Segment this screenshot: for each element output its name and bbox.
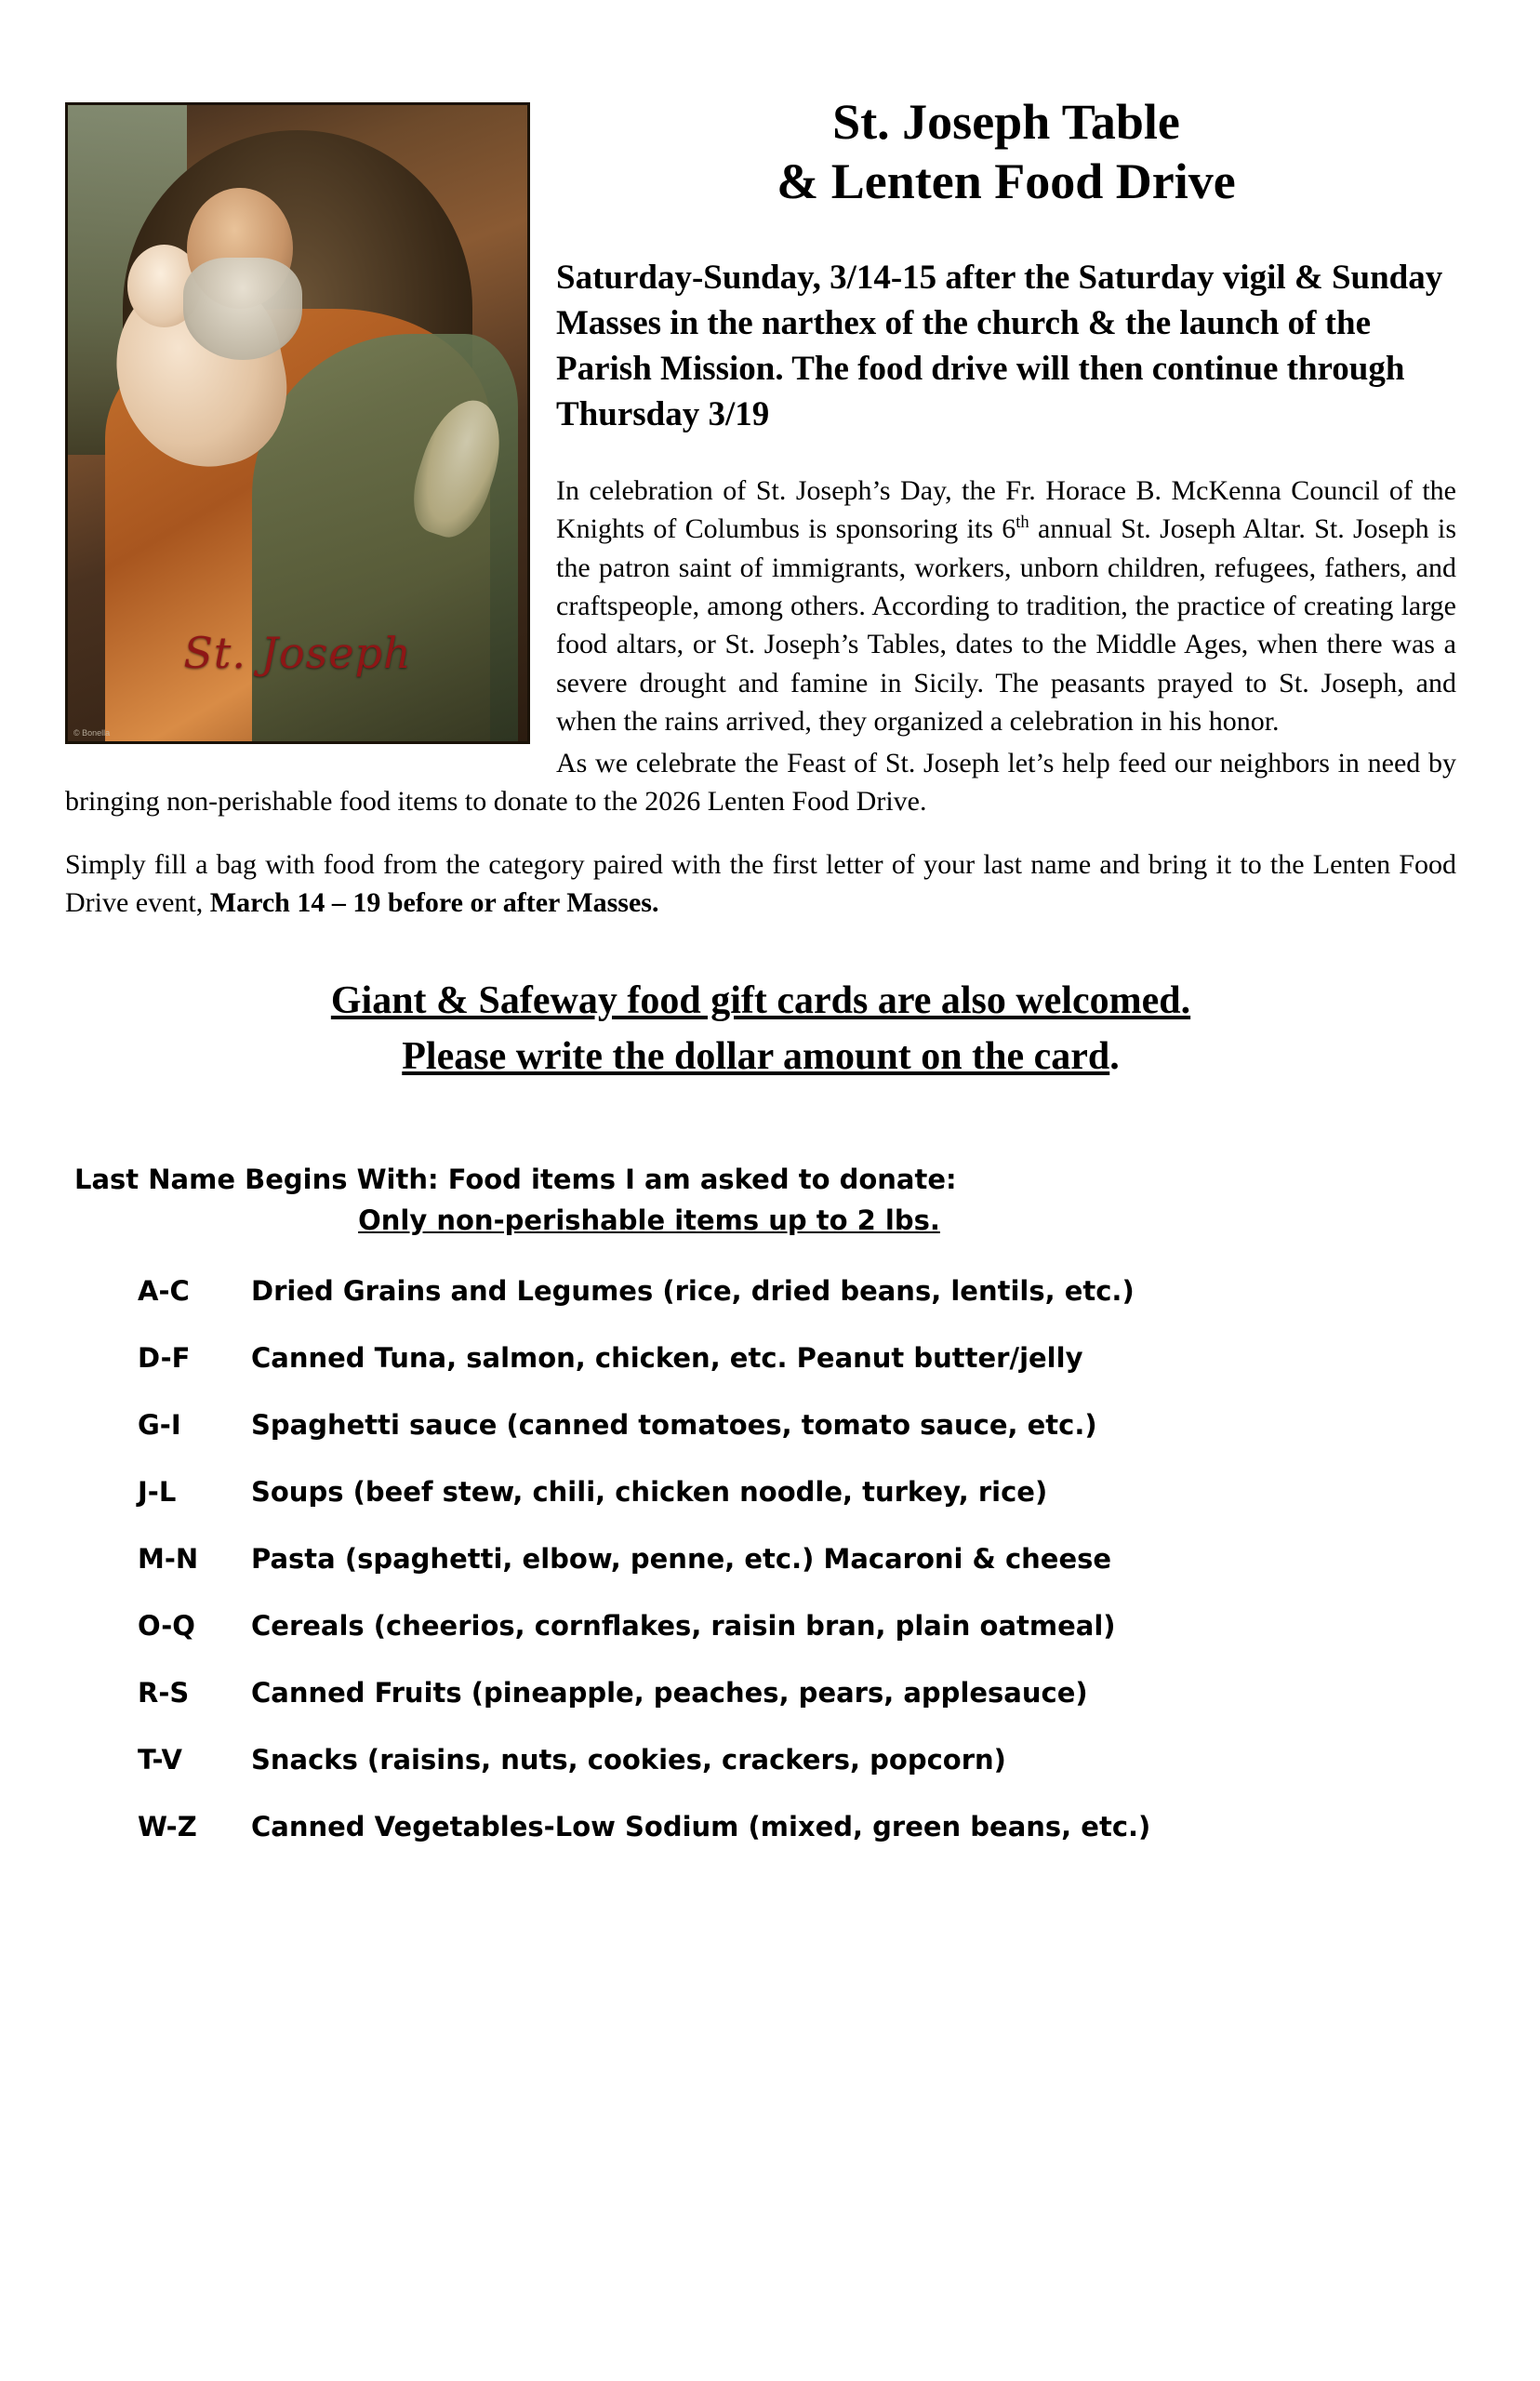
row-letters: T-V xyxy=(138,1744,182,1776)
paragraph-instructions-dates: March 14 – 19 before or after Masses. xyxy=(209,887,659,919)
paragraph-feast: As we celebrate the Feast of St. Joseph let’s help feed our neighbors in need by bringing non-perishable food items to donate to the 2026 Lenten Food Drive. xyxy=(65,748,1456,818)
row-letters: G-I xyxy=(138,1409,181,1442)
paragraph-celebration-part2: annual St. Joseph Altar. St. Joseph is the patron saint of immigrants, workers, unborn children, refugees, fathers, and craftspeople, among others. According to tradition, the practice of creating large food altars, or St. Joseph’s Tables, dates to the Middle Ages, when there was a severe drought and famine in Sicily. The peasants prayed to St. Joseph, and when the rains arrived, they organized a celebration in his honor. xyxy=(556,513,1456,738)
donation-table-heading: Last Name Begins With: Food items I am asked to donate: xyxy=(74,1164,957,1196)
image-caption: St. Joseph xyxy=(183,627,412,678)
table-row xyxy=(65,1744,1456,1776)
row-letters: J-L xyxy=(138,1476,177,1509)
row-letters: R-S xyxy=(138,1677,190,1709)
ordinal-suffix: th xyxy=(1016,512,1029,533)
row-items: Cereals (cheerios, cornflakes, raisin bran, plain oatmeal) xyxy=(251,1610,1116,1643)
table-row xyxy=(65,1409,1456,1441)
row-items: Canned Vegetables-Low Sodium (mixed, green beans, etc.) xyxy=(251,1811,1151,1843)
row-items: Snacks (raisins, nuts, cookies, crackers, popcorn) xyxy=(251,1744,1006,1776)
row-items: Canned Fruits (pineapple, peaches, pears, applesauce) xyxy=(251,1677,1088,1709)
callout-line-2-text: Please write the dollar amount on the card xyxy=(402,1035,1110,1079)
table-row xyxy=(65,1811,1456,1842)
paragraph-instructions-part1: Simply fill a bag with food from the category paired with the first letter of your last name and bring it to the Lenten Food Drive event, xyxy=(65,848,1456,919)
row-items: Dried Grains and Legumes (rice, dried beans, lentils, etc.) xyxy=(251,1275,1135,1308)
event-subtitle: Saturday-Sunday, 3/14-15 after the Saturday vigil & Sunday Masses in the narthex of the church & the launch of the Parish Mission. The food drive will then continue through Thursday 3/19 xyxy=(556,259,1443,433)
row-items: Pasta (spaghetti, elbow, penne, etc.) Macaroni & cheese xyxy=(251,1543,1112,1576)
callout-line-1-text: Giant & Safeway food gift cards are also welcomed. xyxy=(330,978,1191,1022)
row-letters: D-F xyxy=(138,1342,191,1375)
row-items: Soups (beef stew, chili, chicken noodle, turkey, rice) xyxy=(251,1476,1048,1509)
image-corner-mark: © Bonella xyxy=(73,728,111,738)
row-items: Canned Tuna, salmon, chicken, etc. Peanut butter/jelly xyxy=(251,1342,1083,1375)
paragraph-celebration-part1: In celebration of St. Joseph’s Day, the Fr. Horace B. McKenna Council of the Knights of Columbus is sponsoring its 6 xyxy=(556,474,1456,545)
donation-table-subheading: Only non-perishable items up to 2 lbs. xyxy=(358,1204,940,1237)
row-letters: A-C xyxy=(138,1275,190,1308)
title-line-1: St. Joseph Table xyxy=(832,94,1180,150)
table-row xyxy=(65,1677,1456,1709)
paragraph-instructions xyxy=(65,845,1456,923)
image-saint-beard xyxy=(183,258,302,359)
table-row xyxy=(65,1543,1456,1575)
donation-list xyxy=(65,1275,1456,1842)
callout-line-2-period: . xyxy=(1109,1035,1120,1079)
image-mantle xyxy=(252,334,519,741)
st-joseph-image xyxy=(65,102,530,744)
table-row xyxy=(65,1610,1456,1642)
row-letters: W-Z xyxy=(138,1811,197,1843)
row-letters: M-N xyxy=(138,1543,199,1576)
row-items: Spaghetti sauce (canned tomatoes, tomato sauce, etc.) xyxy=(251,1409,1097,1442)
row-letters: O-Q xyxy=(138,1610,195,1643)
header-section xyxy=(65,93,1456,744)
table-row xyxy=(65,1342,1456,1374)
table-row xyxy=(65,1275,1456,1307)
title-line-2: & Lenten Food Drive xyxy=(777,153,1236,209)
table-row xyxy=(65,1476,1456,1508)
callout-line-1 xyxy=(65,973,1456,1030)
callout-line-2 xyxy=(65,1029,1456,1085)
gift-card-callout xyxy=(65,973,1456,1086)
